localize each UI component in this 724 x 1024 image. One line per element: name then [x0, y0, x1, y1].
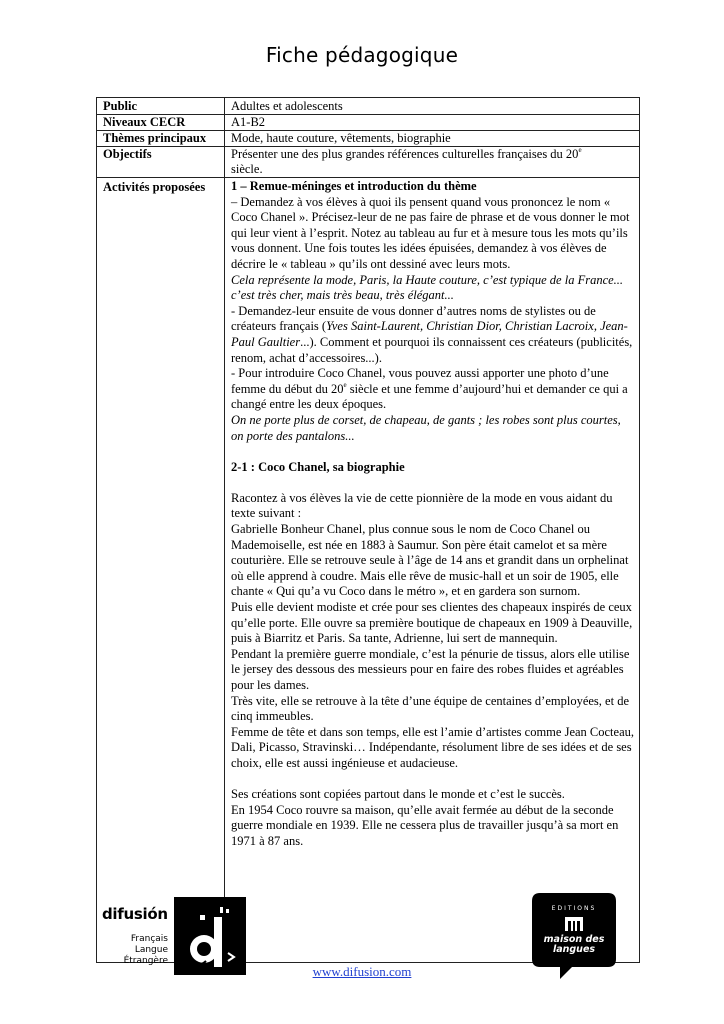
table-row-niveaux	[97, 114, 639, 131]
section-1-paragraph-2: - Demandez-leur ensuite de vous donner d’autres noms de stylistes ou de créateurs français (Yves Saint-Laurent, Christian Dior, Christian Lacroix, Jean-Paul Gaultier...). Comment et pourquoi ils connaissent ces créateurs (publicités, renom, achat d’accessoires...).	[231, 303, 633, 365]
section-1-title: 1 – Remue-méninges et introduction du thème	[231, 179, 477, 193]
row-value-objectifs: Présenter une des plus grandes références culturelles françaises du 20e siècle.	[231, 146, 582, 176]
lesson-sheet-table	[96, 97, 640, 963]
biography-paragraph-7: En 1954 Coco rouvre sa maison, qu’elle avait fermée au début de la seconde guerre mondiale en 1939. Elle ne cessera plus de travailler jusqu’à sa mort en 1971 à 87 ans.	[231, 802, 619, 848]
section-2-intro: Racontez à vos élèves la vie de cette pionnière de la mode en vous aidant du texte suivant :	[231, 490, 613, 521]
page-title: Fiche pédagogique	[265, 43, 459, 67]
biography-paragraph-3: Pendant la première guerre mondiale, c’est la pénurie de tissus, alors elle utilise le jersey des dessous des messieurs pour en faire des robes fluides et agréables pour les dames.	[231, 646, 630, 692]
table-row-objectifs	[97, 146, 639, 178]
table-row-public	[97, 98, 639, 115]
section-1-example-1: Cela représente la mode, Paris, la Haute couture, c’est typique de la France... c’est très cher, mais très beau, très élégant...	[231, 272, 624, 303]
biography-paragraph-1: Gabrielle Bonheur Chanel, plus connue sous le nom de Coco Chanel ou Mademoiselle, est née en 1883 à Saumur. Son père était camelot et sa mère couturière. Elle se retrouve seule à l’âge de 14 ans et grandit dans un orphelinat où elle apprend à coudre. Mais elle rêve de music-hall et un soir de 1905, elle chante « Qui qu’a vu Coco dans le métro », et en gardera son surnom.	[231, 522, 629, 599]
section-1-paragraph-3: - Pour introduire Coco Chanel, vous pouvez aussi apporter une photo d’une femme du début du 20e siècle et une femme d’aujourd’hui et demander ce qui a changé entre les deux époques.	[231, 366, 628, 412]
biography-paragraph-5: Femme de tête et dans son temps, elle est l’amie d’artistes comme Jean Cocteau, Dali, Picasso, Stravinski… Indépendante, résolument libre de ses idées et de ses choix, elle est aussi ingénieuse et audacieuse.	[231, 724, 634, 770]
table-row-themes	[97, 130, 639, 147]
row-label-themes: Thèmes principaux	[103, 131, 207, 145]
row-value-themes: Mode, haute couture, vêtements, biographie	[231, 131, 451, 145]
difusion-logo-subtitle: Français Langue Étrangère	[123, 934, 168, 966]
row-label-activites: Activités proposées	[103, 180, 206, 194]
row-label-public: Public	[103, 99, 138, 113]
mdl-editions-label: EDITIONS	[551, 905, 597, 912]
section-1-example-2: On ne porte plus de corset, de chapeau, de gants ; les robes sont plus courtes, on porte des pantalons...	[231, 412, 621, 443]
row-label-objectifs: Objectifs	[103, 147, 152, 161]
row-value-public: Adultes et adolescents	[231, 99, 343, 113]
biography-paragraph-2: Puis elle devient modiste et crée pour ses clientes des chapeaux inspirés de ceux qu’elle porte. Elle ouvre sa première boutique de chapeaux en 1909 à Deauville, puis à Biarritz et Paris. Sa tante, Adrienne, lui sert de mannequin.	[231, 600, 633, 646]
maison-des-langues-logo	[532, 893, 616, 979]
biography-paragraph-6: Ses créations sont copiées partout dans le monde et c’est le succès.	[231, 787, 565, 802]
mdl-logo-name: maison des langues	[543, 934, 605, 955]
column-divider	[224, 98, 225, 962]
difusion-logo-name: difusión	[102, 905, 168, 923]
activities-content	[231, 179, 636, 850]
biography-paragraph-4: Très vite, elle se retrouve à la tête d’une équipe de centaines d’employées, et de cinq immeubles.	[231, 693, 629, 724]
section-2-title: 2-1 : Coco Chanel, sa biographie	[231, 459, 405, 474]
row-value-niveaux: A1-B2	[231, 115, 266, 129]
difusion-website-link[interactable]: www.difusion.com	[312, 964, 412, 979]
section-1-paragraph-1: – Demandez à vos élèves à quoi ils pensent quand vous prononcez le nom « Coco Chanel ». Précisez-leur de ne pas faire de phrase et de vous donner le mot qui leur vient à l’esprit. Notez au tableau au fur et à mesure tous les mots qu’ils vous donnent. Une fois toutes les idées épuisées, demandez à vos élèves de décrire le « tableau » qu’ils ont dessiné avec leurs mots.	[231, 194, 630, 271]
row-label-niveaux: Niveaux CECR	[103, 115, 186, 129]
